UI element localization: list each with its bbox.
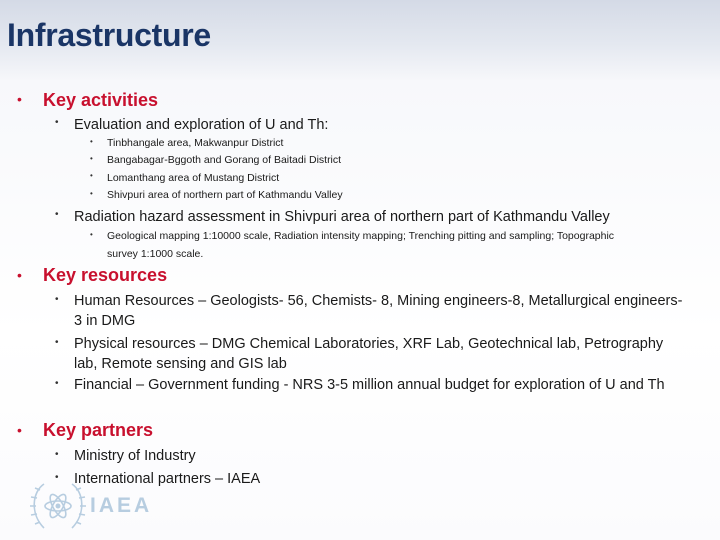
heading-key-resources: Key resources xyxy=(43,265,168,285)
sub-item-geological-mapping: Geological mapping 1:10000 scale, Radiation intensity mapping; Trenching pitting and sampling; Topographic survey 1:1000 scale. xyxy=(107,230,615,260)
bullet-human-resources: • xyxy=(55,294,59,305)
bullet-sub: • xyxy=(90,154,93,163)
item-human-resources: Human Resources – Geologists- 56, Chemists- 8, Mining engineers-8, Metallurgical engineers-3 in DMG xyxy=(74,293,683,329)
bullet-sub: • xyxy=(90,137,93,146)
title-band xyxy=(0,0,720,80)
item-financial: Financial – Government funding - NRS 3-5 million annual budget for exploration of U and Th xyxy=(74,377,665,393)
item-radiation-hazard: Radiation hazard assessment in Shivpuri area of northern part of Kathmandu Valley xyxy=(74,209,610,225)
item-international-partners: International partners – IAEA xyxy=(74,471,261,487)
bullet-key-activities: • xyxy=(17,91,22,107)
bullet-ministry: • xyxy=(55,449,59,460)
item-physical-resources: Physical resources – DMG Chemical Laboratories, XRF Lab, Geotechnical lab, Petrography lab, Remote sensing and GIS lab xyxy=(74,336,664,372)
heading-key-activities: Key activities xyxy=(43,90,159,110)
bullet-sub: • xyxy=(90,230,93,239)
bullet-sub: • xyxy=(90,171,93,180)
slide-title: Infrastructure xyxy=(7,17,211,53)
bullet-radiation: • xyxy=(55,209,59,220)
sub-item-lomanthang: Lomanthang area of Mustang District xyxy=(107,172,280,184)
item-ministry-of-industry: Ministry of Industry xyxy=(74,448,196,464)
bullet-financial: • xyxy=(55,378,59,389)
item-evaluation: Evaluation and exploration of U and Th: xyxy=(74,117,329,133)
sub-item-tinbhangale: Tinbhangale area, Makwanpur District xyxy=(107,137,284,149)
bullet-sub: • xyxy=(90,189,93,198)
heading-key-partners: Key partners xyxy=(43,420,154,440)
bullet-international: • xyxy=(55,472,59,483)
bullet-key-resources: • xyxy=(17,267,22,283)
bullet-physical-resources: • xyxy=(55,337,59,348)
sub-item-shivpuri: Shivpuri area of northern part of Kathmandu Valley xyxy=(107,189,343,201)
iaea-wordmark: IAEA xyxy=(90,494,153,517)
sub-item-bangabagar: Bangabagar-Bggoth and Gorang of Baitadi District xyxy=(107,154,342,166)
bullet-key-partners: • xyxy=(17,422,22,438)
bullet-evaluation: • xyxy=(55,117,59,128)
